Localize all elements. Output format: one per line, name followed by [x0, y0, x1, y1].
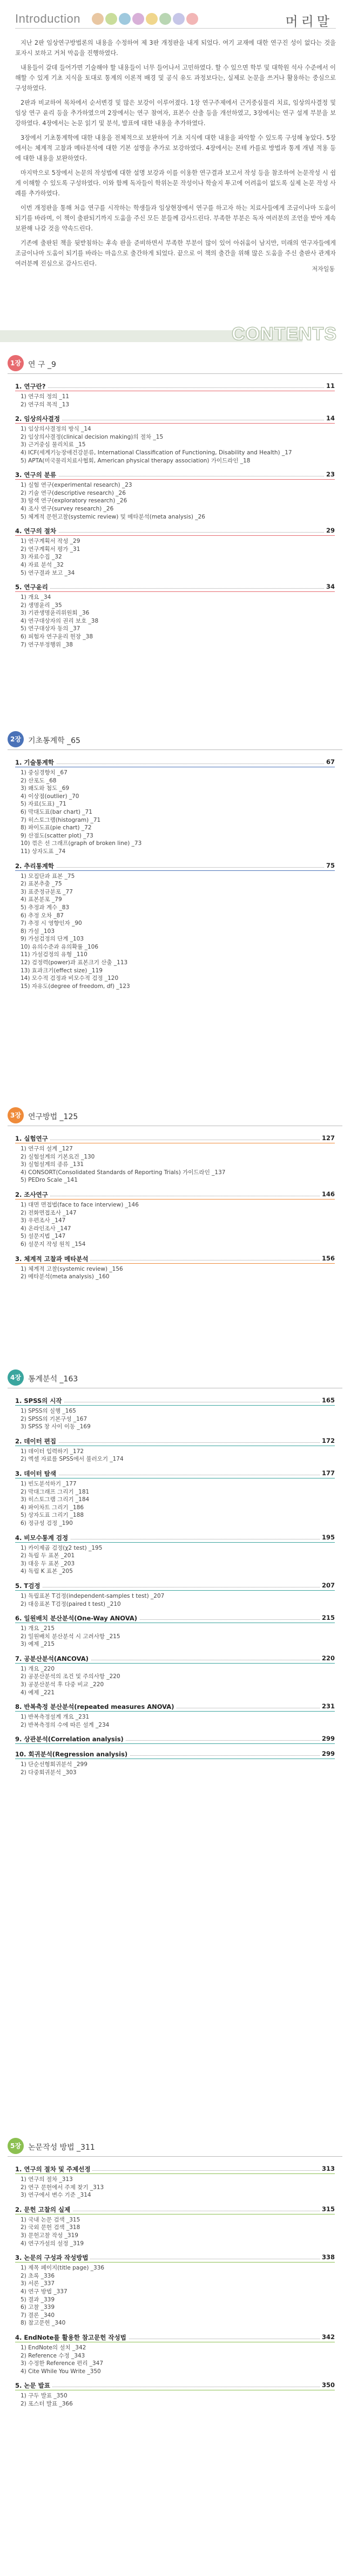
toc-section[interactable]: 2) 연구 문헌에서 주제 찾기 _313 — [21, 2184, 104, 2191]
toc-section[interactable]: 3) 자료수집 _32 — [21, 554, 62, 561]
toc-chapter — [13, 1254, 342, 1281]
chapter-page-number: 299 — [320, 1735, 335, 1742]
chapter-label: 1. 연구의 절차 및 주제선정 — [15, 2165, 92, 2173]
toc-section[interactable]: 5) 추정과 계수 _83 — [21, 904, 70, 911]
toc-section[interactable]: 4) 연구대상자의 권리 보호 _38 — [21, 617, 99, 624]
toc-chapter-row[interactable] — [13, 1734, 342, 1743]
toc-section[interactable]: 1) 국내 논문 검색 _315 — [21, 2216, 80, 2223]
toc-chapter — [13, 1702, 342, 1729]
toc-section[interactable]: 1) 반복측정설계 개요 _231 — [21, 1714, 90, 1721]
intro-paragraph: 2판과 비교하여 목차에서 순서변경 및 많은 보강이 이루어졌다. 1장 연구주제에서 근거중심물리 치료, 임상의사결정 및 임상 연구 윤리 등을 추가하였으며 2장에서는 연구 참여자, 표본수 산출 등을 개선하였고, 3장에서는 연구 설계 부분을 보강하였다. 4장에서는 논문 읽기 및 분석, 발표에 대한 내용을 추가하였다. — [15, 99, 336, 127]
toc-section[interactable]: 1) 개요 _220 — [21, 1665, 55, 1672]
chapter-label: 2. 데이터 편집 — [15, 1437, 58, 1446]
toc-section[interactable]: 2) 초록 _336 — [21, 2272, 55, 2279]
chapter-label: 9. 상관분석(Correlation analysis) — [15, 1735, 126, 1743]
toc-section[interactable]: 2) 국외 문헌 검색 _318 — [21, 2224, 80, 2231]
toc-chapter-row[interactable] — [13, 1581, 342, 1590]
intro-paragraph: 마지막으로 5장에서 논문의 작성법에 대한 설명 보강과 이를 이용한 연구결과 보고서 작성 등을 참조하여 논문작성 시 쉽게 이해할 수 있도록 구성하였다. 이와 함께 독자들이 학위논문 작성이나 학술지 투고에 어려움이 없도록 실제 논문 작성 사례를 추가하였다. — [15, 169, 336, 197]
toc-chapter — [13, 582, 342, 649]
leader-dots — [15, 1442, 326, 1443]
toc-section[interactable]: 4) 표본분포 _79 — [21, 896, 62, 903]
intro-paragraph: 기존에 출판된 책을 뒷받침하는 후속 판을 준비하면서 부족한 부분이 많이 있어 아쉬움이 남지만, 미래의 연구자들에게 조금이나마 도움이 되기를 바라는 마음으로 출간하게 되었다. 끝으로 이 책의 출간을 위해 많은 도움을 주신 출판사 관계자 여러분께 진심으로 감사드린다. — [15, 240, 336, 267]
toc-section[interactable]: 3) 문헌고찰 작성 _319 — [21, 2232, 78, 2239]
toc-section[interactable]: 12) 검정력(power)과 표본크기 산출 _113 — [21, 959, 128, 966]
toc-section[interactable]: 2) 임상의사결정(clinical decision making)의 절차 _15 — [21, 433, 164, 440]
toc-section[interactable]: 6) 설문지 작성 원칙 _154 — [21, 1241, 86, 1248]
toc-chapter-row[interactable] — [13, 2164, 342, 2173]
toc-section[interactable]: 3) 실험설계의 종류 _131 — [21, 1161, 84, 1168]
intro-title: Introduction — [15, 12, 80, 25]
toc-section[interactable]: 3) 히스토그램 그리기 _184 — [21, 1496, 90, 1503]
toc-chapter-row[interactable] — [13, 2205, 342, 2214]
toc-chapter — [13, 1734, 342, 1744]
chapter-page-number: 215 — [320, 1614, 335, 1621]
toc-section[interactable]: 1) 빈도분석하기 _177 — [21, 1480, 77, 1487]
toc-section[interactable]: 6) 막대도표(bar chart) _71 — [21, 808, 92, 815]
toc-section[interactable]: 3) 탐색 연구(exploratory research) _26 — [21, 498, 127, 505]
toc-section[interactable]: 4) 예제 _221 — [21, 1689, 55, 1696]
contents-title: CONTENTS — [232, 324, 337, 344]
toc-section[interactable]: 1) 임상의사결정의 방식 _14 — [21, 426, 91, 433]
toc-section[interactable]: 2) 다중회귀분석 _303 — [21, 1769, 77, 1776]
toc-section[interactable]: 9) 산점도(scatter plot) _73 — [21, 832, 93, 839]
chapter-page-number: 299 — [320, 1750, 335, 1757]
chapter-label: 8. 반복측정 분산분석(repeated measures ANOVA) — [15, 1702, 176, 1711]
toc-chapter-row[interactable] — [13, 1190, 342, 1199]
chapter-rule — [15, 1663, 335, 1664]
chapter-rule — [15, 1542, 335, 1543]
toc-section[interactable]: 1) 데이터 입력하기 _172 — [21, 1448, 84, 1455]
intro-paragraph: 지난 2판 임상연구방법론의 내용을 수정하여 제 3판 개정판을 내게 되었다. 여기 교재에 대한 연구진 성이 없다는 것을 포자시 보하고 거처 막음을 진행하였다. — [15, 39, 336, 57]
chapter-label: 6. 일원배치 분산분석(One-Way ANOVA) — [15, 1614, 139, 1623]
chapter-rule — [15, 2173, 335, 2174]
contents-banner — [0, 318, 351, 350]
toc-section[interactable]: 1) 개요 _34 — [21, 594, 51, 601]
toc-chapter-row[interactable] — [13, 1469, 342, 1478]
toc-section[interactable]: 8) 참고문헌 _340 — [21, 2320, 66, 2327]
toc-part — [8, 1107, 342, 1286]
toc-section[interactable]: 7) 연구부정행위 _38 — [21, 641, 73, 648]
chapter-label: 1. 실험연구 — [15, 1134, 50, 1143]
toc-chapter — [13, 1436, 342, 1463]
part-badge: 4장 — [8, 1369, 24, 1386]
toc-section[interactable]: 14) 모수적 검정과 비모수적 검정 _120 — [21, 975, 119, 982]
decoration-circle — [119, 13, 131, 25]
toc-chapter — [13, 2381, 342, 2408]
toc-part-header — [8, 1107, 342, 1126]
chapter-label: 4. EndNote를 활용한 참고문헌 작성법 — [15, 2333, 129, 2342]
toc-section[interactable]: 1) EndNote의 설치 _342 — [21, 2344, 86, 2351]
toc-chapter — [13, 2164, 342, 2199]
toc-chapter-row[interactable] — [13, 1396, 342, 1405]
toc-section[interactable]: 1) 대면 면접법(face to face interview) _146 — [21, 1201, 139, 1208]
chapter-label: 2. 추리통계학 — [15, 862, 56, 870]
toc-part — [8, 731, 342, 996]
chapter-rule — [15, 423, 335, 424]
toc-chapter-row[interactable] — [13, 1436, 342, 1446]
chapter-page-number: 342 — [320, 2333, 335, 2341]
toc-section[interactable]: 2) 대응표본 T검정(paired t test) _210 — [21, 1600, 121, 1607]
chapter-label: 2. 문헌 고찰의 실제 — [15, 2205, 72, 2214]
toc-section[interactable]: 1) 연구의 설계 _127 — [21, 1146, 73, 1152]
chapter-rule — [15, 1405, 335, 1406]
chapter-page-number: 29 — [324, 527, 335, 534]
toc-section[interactable]: 4) Cite While You Write _350 — [21, 2368, 101, 2375]
toc-section[interactable]: 3) 예제 _215 — [21, 1641, 55, 1648]
toc-section[interactable]: 2) 엑셀 자료를 SPSS에서 불러오기 _174 — [21, 1456, 124, 1463]
chapter-label: 1. 기술통계학 — [15, 758, 56, 767]
toc-section[interactable]: 2) 반복측정의 수에 따른 설계 _234 — [21, 1721, 110, 1728]
chapter-page-number: 34 — [324, 583, 335, 590]
signature: 저자일동 — [312, 265, 335, 272]
toc-section[interactable]: 1) 제목 페이지(title page) _336 — [21, 2265, 105, 2272]
chapter-rule — [15, 479, 335, 480]
chapter-label: 3. 논문의 구성과 작성방법 — [15, 2253, 90, 2262]
intro-header — [15, 9, 336, 29]
toc-section[interactable]: 4) 파이차트 그리기 _186 — [21, 1504, 84, 1511]
toc-section[interactable]: 4) 조사 연구(survey research) _26 — [21, 505, 114, 512]
toc-chapter — [13, 381, 342, 408]
toc-section[interactable]: 2) 연구계획서 평가 _31 — [21, 546, 80, 553]
toc-chapter-row[interactable] — [13, 861, 342, 870]
leader-dots — [15, 588, 326, 589]
toc-chapter — [13, 2333, 342, 2375]
toc-chapter-row[interactable] — [13, 1613, 342, 1623]
toc-section[interactable]: 1) 개요 _215 — [21, 1625, 55, 1632]
toc-part-header — [8, 731, 342, 750]
chapter-label: 1. SPSS의 시작 — [15, 1396, 64, 1405]
toc-chapter-row[interactable] — [13, 1533, 342, 1542]
toc-section[interactable]: 3) 수정한 Reference 편리 _347 — [21, 2360, 104, 2367]
toc-section[interactable]: 2) 표본추출 _75 — [21, 881, 62, 888]
toc-section[interactable]: 3) 우편조사 _147 — [21, 1217, 66, 1224]
toc-section[interactable]: 5) 자료(도표) _71 — [21, 801, 66, 808]
toc-section[interactable]: 5) 상자도표 그리기 _188 — [21, 1512, 84, 1519]
chapter-page-number: 156 — [320, 1255, 335, 1262]
chapter-rule — [15, 1263, 335, 1264]
part-title[interactable]: 통계분석 _163 — [28, 1375, 78, 1384]
toc-section[interactable]: 2) 연구의 목적 _13 — [21, 401, 70, 408]
toc-section[interactable]: 5) 연구대상자 동의 _37 — [21, 625, 80, 632]
part-badge: 3장 — [8, 1107, 24, 1123]
toc-chapter-row[interactable] — [13, 582, 342, 591]
chapter-page-number: 75 — [324, 862, 335, 869]
toc-section[interactable]: 3) 기관생명윤리위원회 _36 — [21, 610, 90, 617]
chapter-label: 3. 체계적 고찰과 메타분석 — [15, 1255, 90, 1263]
toc-chapter — [13, 1613, 342, 1648]
part-title[interactable]: 연구방법 _125 — [28, 1113, 78, 1121]
chapter-label: 2. 조사연구 — [15, 1190, 50, 1199]
toc-chapter-row[interactable] — [13, 1749, 342, 1759]
chapter-page-number: 127 — [320, 1134, 335, 1142]
toc-section[interactable]: 5) PEDro Scale _141 — [21, 1177, 78, 1184]
toc-section[interactable]: 1) 연구계획서 작성 _29 — [21, 538, 80, 545]
intro-decoration-circles — [92, 13, 198, 25]
chapter-rule — [15, 1743, 335, 1744]
chapter-page-number: 207 — [320, 1582, 335, 1589]
toc-section[interactable]: 2) 포스터 발표 _366 — [21, 2400, 73, 2407]
toc-section[interactable]: 4) 독립 K 표본 _205 — [21, 1568, 73, 1575]
toc-section[interactable]: 2) SPSS의 기본구성 _167 — [21, 1415, 87, 1422]
decoration-circle — [173, 13, 185, 25]
chapter-rule — [15, 591, 335, 592]
toc-section[interactable]: 6) 정규성 검정 _190 — [21, 1519, 73, 1526]
part-title[interactable]: 연 구 _9 — [28, 360, 56, 369]
toc-section[interactable]: 10) 꺾은 선 그래프(graph of broken line) _73 — [21, 840, 142, 847]
toc-section[interactable]: 2) Reference 수정 _343 — [21, 2352, 85, 2359]
chapter-rule — [15, 1711, 335, 1712]
part-badge: 1장 — [8, 355, 24, 371]
chapter-page-number: 23 — [324, 471, 335, 478]
toc-section[interactable]: 10) 유의수준과 유의확률 _106 — [21, 943, 99, 950]
chapter-label: 7. 공분산분석(ANCOVA) — [15, 1654, 91, 1663]
toc-section[interactable]: 3) 서론 _337 — [21, 2280, 55, 2287]
toc-chapter — [13, 1749, 342, 1776]
toc-section[interactable]: 1) SPSS의 실행 _165 — [21, 1408, 76, 1414]
chapter-page-number: 195 — [320, 1534, 335, 1541]
toc-part-header — [8, 355, 342, 374]
chapter-label: 5. 논문 발표 — [15, 2381, 52, 2390]
toc-chapter — [13, 1190, 342, 1249]
chapter-page-number: 11 — [324, 382, 335, 390]
toc-section[interactable]: 5) 연구결과 보고 _34 — [21, 569, 75, 576]
toc-section[interactable]: 3) 대응 두 표본 _203 — [21, 1560, 75, 1567]
chapter-label: 2. 임상의사결정 — [15, 414, 62, 423]
leader-dots — [15, 387, 326, 388]
toc-chapter — [13, 1469, 342, 1528]
toc-part-header — [8, 2138, 342, 2157]
part-title[interactable]: 기초통계학 _65 — [28, 737, 80, 745]
toc-section[interactable]: 4) 온라인조사 _147 — [21, 1225, 71, 1232]
chapter-page-number: 313 — [320, 2165, 335, 2172]
toc-part — [8, 2138, 342, 2413]
toc-section[interactable]: 1) 중심경향치 _67 — [21, 769, 68, 776]
toc-section[interactable]: 3) 왜도와 첨도 _69 — [21, 785, 70, 792]
toc-chapter — [13, 1533, 342, 1576]
toc-section[interactable]: 4) 자료 분석 _32 — [21, 561, 64, 568]
chapter-rule — [15, 1590, 335, 1591]
chapter-rule — [15, 1199, 335, 1200]
toc-section[interactable]: 5) 체계적 문헌고찰(systemic review) 및 메타분석(meta analysis) _26 — [21, 513, 205, 520]
toc-section[interactable]: 1) 실험 연구(experimental research) _23 — [21, 482, 132, 489]
toc-section[interactable]: 1) 연구의 절차 _313 — [21, 2176, 73, 2183]
chapter-label: 5. T검정 — [15, 1582, 42, 1590]
intro-paragraph: 3장에서 기초통계학에 대한 내용을 전체적으로 보완하여 기초 지식에 대한 내용을 파악할 수 있도록 구성해 놓았다. 5장에서는 체계적 고찰과 메타분석에 대한 기본 설명을 추가로 보강하였다. 4장에서는 몬테 카를로 방법과 통계 개념 적용 등에 대한 내용을 보완하였다. — [15, 134, 336, 162]
toc-chapter — [13, 2205, 342, 2247]
toc-chapter-row[interactable] — [13, 1654, 342, 1663]
toc-section[interactable]: 7) 추정 시 영향인자 _90 — [21, 920, 82, 927]
toc-chapter — [13, 2253, 342, 2327]
chapter-label: 4. 연구의 절차 — [15, 527, 58, 535]
toc-section[interactable]: 4) 연구 방법 _337 — [21, 2288, 68, 2295]
toc-section[interactable]: 2) 일원배치 분산분석 시 고려사항 _215 — [21, 1633, 120, 1640]
toc-chapter — [13, 758, 342, 856]
decoration-circle — [159, 13, 171, 25]
chapter-label: 4. 비모수통계 검정 — [15, 1534, 70, 1542]
toc-section[interactable]: 1) 단순선형회귀분석 _299 — [21, 1761, 87, 1768]
toc-section[interactable]: 7) 히스토그램(histogram) _71 — [21, 816, 101, 823]
toc-section[interactable]: 15) 자유도(degree of freedom, df) _123 — [21, 983, 130, 990]
toc-section[interactable]: 5) 결과 _339 — [21, 2296, 55, 2303]
chapter-page-number: 220 — [320, 1654, 335, 1662]
toc-chapter-row[interactable] — [13, 526, 342, 535]
toc-section[interactable]: 1) 연구의 정의 _11 — [21, 393, 70, 400]
leader-dots — [15, 532, 326, 533]
toc-section[interactable]: 4) ICF(세계기능장애건강분류, International Classification of Functioning, Disability and Health) _17 — [21, 449, 292, 456]
toc-chapter-row[interactable] — [13, 1254, 342, 1263]
toc-chapter-row[interactable] — [13, 758, 342, 767]
toc-section[interactable]: 2) 메타분석(meta analysis) _160 — [21, 1273, 110, 1280]
toc-section[interactable]: 1) 체계적 고찰(systemic review) _156 — [21, 1265, 123, 1272]
chapter-label: 5. 연구윤리 — [15, 583, 50, 591]
toc-chapter-row[interactable] — [13, 1702, 342, 1711]
chapter-page-number: 172 — [320, 1437, 335, 1444]
intro-body — [15, 38, 336, 273]
toc-part — [8, 355, 342, 654]
toc-chapter — [13, 1654, 342, 1696]
toc-section[interactable]: 13) 효과크기(effect size) _119 — [21, 967, 103, 974]
chapter-rule — [15, 535, 335, 536]
toc-chapter-row[interactable] — [13, 381, 342, 391]
toc-chapter-row[interactable] — [13, 470, 342, 479]
toc-section[interactable]: 3) 근거중심 물리치료 _15 — [21, 441, 86, 448]
toc-chapter-row[interactable] — [13, 1134, 342, 1143]
chapter-rule — [15, 870, 335, 871]
toc-section[interactable]: 2) 공분산분석의 조건 및 주의사항 _220 — [21, 1673, 120, 1680]
toc-section[interactable]: 8) 파이도표(pie chart) _72 — [21, 824, 92, 832]
chapter-page-number: 315 — [320, 2205, 335, 2213]
toc-section[interactable]: 1) 구두 발표 _350 — [21, 2393, 68, 2400]
chapter-label: 3. 연구의 분류 — [15, 471, 58, 479]
toc-section[interactable]: 3) 공분산분석 후 다중 비교 _220 — [21, 1681, 104, 1688]
decoration-circle — [146, 13, 158, 25]
toc-section[interactable]: 11) 상자도표 _74 — [21, 848, 66, 855]
toc-chapter — [13, 861, 342, 991]
leader-dots — [15, 867, 326, 868]
toc-section[interactable]: 1) 카이제곱 검정(χ2 test) _195 — [21, 1544, 103, 1551]
chapter-page-number: 67 — [324, 758, 335, 766]
toc-section[interactable]: 7) 결론 _340 — [21, 2312, 55, 2319]
chapter-page-number: 177 — [320, 1469, 335, 1477]
toc-chapter-row[interactable] — [13, 414, 342, 423]
chapter-page-number: 231 — [320, 1702, 335, 1710]
chapter-label: 10. 회귀분석(Regression analysis) — [15, 1750, 130, 1759]
toc-section[interactable]: 2) 기술 연구(descriptive research) _26 — [21, 489, 126, 496]
toc-section[interactable]: 9) 가설검정의 단계 _103 — [21, 936, 84, 943]
chapter-page-number: 165 — [320, 1396, 335, 1404]
toc-chapter — [13, 470, 342, 521]
chapter-page-number: 14 — [324, 414, 335, 422]
chapter-page-number: 338 — [320, 2253, 335, 2261]
decoration-circle — [132, 13, 144, 25]
part-badge: 5장 — [8, 2138, 24, 2154]
toc-section[interactable]: 1) 모집단과 표본 _75 — [21, 873, 75, 880]
toc-section[interactable]: 2) 전화면접조사 _147 — [21, 1209, 77, 1216]
toc-section[interactable]: 5) APTA(미국물리치료사협회, American physical therapy association) 가이드라인 _18 — [21, 457, 251, 464]
toc-section[interactable]: 11) 가설검정의 유형 _110 — [21, 951, 87, 958]
toc-section[interactable]: 6) 피험자 연구윤리 헌장 _38 — [21, 633, 93, 640]
chapter-label: 3. 데이터 탐색 — [15, 1469, 58, 1478]
toc-chapter-row[interactable] — [13, 2333, 342, 2342]
toc-section[interactable]: 2) 막대그래프 그리기 _181 — [21, 1488, 90, 1495]
decoration-circle — [105, 13, 117, 25]
toc-section[interactable]: 6) 추정 오차 _87 — [21, 912, 64, 919]
toc-section[interactable]: 8) 가설 _103 — [21, 928, 55, 935]
toc-section[interactable]: 2) 독립 두 표본 _201 — [21, 1552, 75, 1559]
toc-section[interactable]: 3) 연구에서 변수 기준 _314 — [21, 2192, 91, 2199]
toc-part — [8, 1369, 342, 1782]
decoration-circle — [92, 13, 104, 25]
toc-section[interactable]: 4) 이상점(outlier) _70 — [21, 793, 79, 800]
toc-section[interactable]: 4) 연구가설의 설정 _319 — [21, 2240, 84, 2247]
toc-part-header — [8, 1369, 342, 1388]
part-badge: 2장 — [8, 731, 24, 747]
toc-section[interactable]: 4) CONSORT(Consolidated Standards of Reporting Trials) 가이드라인 _137 — [21, 1169, 226, 1176]
toc-section[interactable]: 5) 설문지법 _147 — [21, 1233, 66, 1240]
toc-section[interactable]: 1) 독립표본 T검정(independent-samples t test) _207 — [21, 1592, 165, 1599]
intro-korean-title: 머리말 — [285, 14, 333, 29]
toc-chapter — [13, 414, 342, 465]
toc-section[interactable]: 6) 고찰 _339 — [21, 2304, 55, 2311]
chapter-page-number: 350 — [320, 2381, 335, 2389]
chapter-label: 1. 연구란? — [15, 382, 48, 391]
toc-chapter — [13, 526, 342, 577]
toc-chapter-row[interactable] — [13, 2253, 342, 2262]
decoration-circle — [186, 13, 198, 25]
toc-section[interactable]: 3) 표준정규분포 _77 — [21, 888, 73, 895]
part-title[interactable]: 논문작성 방법 _311 — [28, 2143, 95, 2152]
toc-chapter-row[interactable] — [13, 2381, 342, 2390]
toc-section[interactable]: 3) SPSS 창 사이 이동 _169 — [21, 1423, 91, 1430]
toc-chapter — [13, 1581, 342, 1608]
toc-section[interactable]: 2) 생명윤리 _35 — [21, 602, 62, 609]
toc-section[interactable]: 2) 산포도 _68 — [21, 777, 57, 784]
toc-chapter — [13, 1396, 342, 1431]
toc-section[interactable]: 2) 실험설계의 기본요건 _130 — [21, 1153, 95, 1160]
toc-chapter — [13, 1134, 342, 1184]
chapter-page-number: 146 — [320, 1190, 335, 1198]
intro-paragraph: 이번 개정판을 통해 처음 연구를 시작하는 학생들과 임상현장에서 연구를 하고자 하는 치료사들에게 조금이나마 도움이 되기를 바라며, 이 책이 출판되기까지 도움을 주신 모든 분들께 감사드린다. 부족한 부분은 독자 여러분의 조언을 받아 계속 보완해 나갈 것을 약속드린다. — [15, 205, 336, 232]
intro-paragraph: 내용들이 갈데 들어가면 기술해야 할 내용들이 너무 들어나서 고민하였다. 할 수 있으면 학부 및 대학원 석사 수준에서 이해할 수 있게 기초 지식을 토대로 통계의 이론적 배경 및 공식 유도 과정보다는, 실제로 논문을 쓰거나 활용하는 중심으로 구성하였다. — [15, 64, 336, 92]
